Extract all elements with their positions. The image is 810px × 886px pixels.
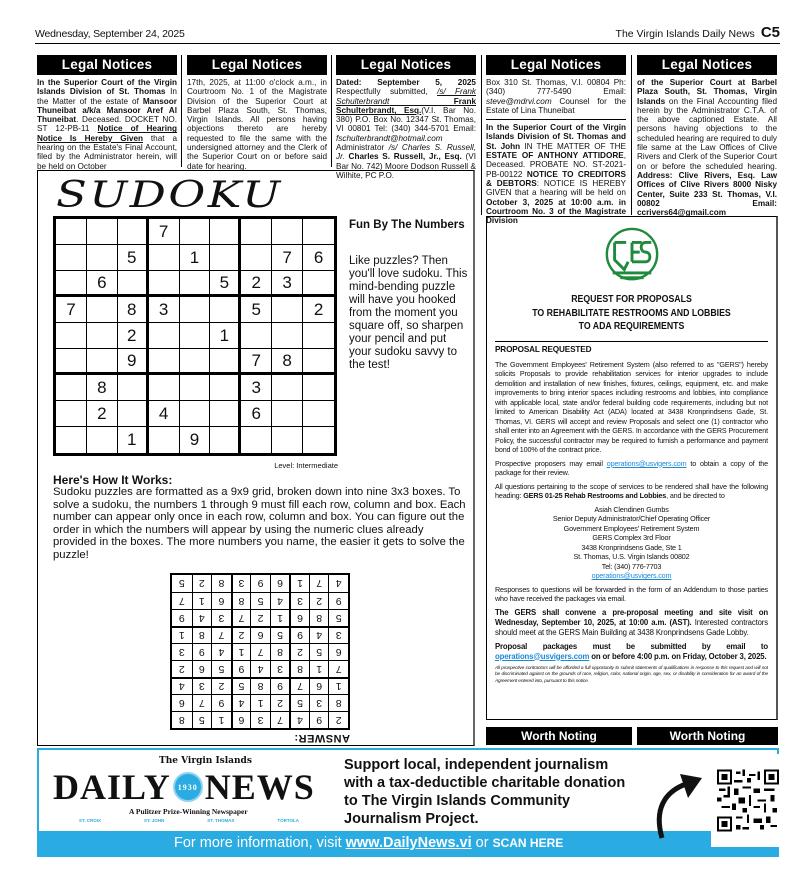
answer-cell: 4 <box>192 609 212 626</box>
signature: /s/ Frank Schulterbrandt <box>336 87 476 106</box>
sudoku-cell[interactable] <box>149 271 180 297</box>
sudoku-cell[interactable] <box>56 401 87 427</box>
notice-body: IN THE MATTER OF THE <box>520 141 626 151</box>
text: All questions pertaining to the scope of services to be rendered shall have the following heading: <box>495 481 768 500</box>
sudoku-cell[interactable] <box>303 323 334 349</box>
sudoku-cell[interactable] <box>272 427 303 453</box>
daily-news-logo <box>53 766 315 808</box>
sudoku-cell[interactable] <box>180 401 211 427</box>
sudoku-cell[interactable] <box>210 401 241 427</box>
sudoku-cell[interactable] <box>241 245 272 271</box>
sudoku-cell: 2 <box>87 401 118 427</box>
sudoku-cell[interactable] <box>149 427 180 453</box>
answer-cell: 6 <box>192 660 212 677</box>
logo-word: DAILY <box>53 767 171 807</box>
legal-notices-heading: Legal Notices <box>37 55 177 75</box>
how-it-works-title: Here's How It Works: <box>53 473 173 487</box>
answer-cell: 1 <box>192 592 212 609</box>
notice-body: . Deceased. DOCKET NO. ST 12-PB-11 <box>37 115 177 134</box>
sudoku-cell[interactable] <box>210 297 241 323</box>
answer-cell: 7 <box>328 660 348 677</box>
answer-cell: 7 <box>211 626 231 643</box>
sudoku-cell[interactable] <box>149 323 180 349</box>
place: ST. JOHN <box>143 818 165 823</box>
fine-print: All prospective contractors will be afforded a full opportunity to submit statements of qualifications in response to this request and will not be discriminated against on the grounds of race, religion, color, national origin, age, sex, or disability in consideration for an award of the Agreement entered into, pursuant to this notice. <box>495 665 768 684</box>
answer-cell: 2 <box>192 575 212 592</box>
sudoku-cell[interactable] <box>87 219 118 245</box>
sudoku-answer-grid <box>170 573 350 730</box>
sudoku-cell[interactable] <box>180 375 211 401</box>
answer-cell: 9 <box>328 592 348 609</box>
answer-cell: 3 <box>289 592 309 609</box>
answer-cell: 6 <box>328 643 348 660</box>
legal-notice-column-5 <box>637 55 777 217</box>
sudoku-cell[interactable] <box>210 219 241 245</box>
sudoku-cell[interactable] <box>241 427 272 453</box>
answer-label: ANSWER: <box>293 732 350 744</box>
section-heading: PROPOSAL REQUESTED <box>495 345 592 354</box>
answer-cell: 3 <box>328 626 348 643</box>
fun-text: Like puzzles? Then you'll love sudoku. This mind-bending puzzle will have you hooked from the moment you square off, so sharpen your pencil and put your sudoku savvy to the test! <box>349 255 468 371</box>
sudoku-cell[interactable] <box>149 349 180 375</box>
answer-cell: 8 <box>192 626 212 643</box>
text: , and be directed to <box>666 491 725 500</box>
rfp-title <box>509 293 755 334</box>
attorney-name: Frank Schulterbrandt, Esq. <box>336 96 476 115</box>
answer-cell: 2 <box>250 609 270 626</box>
sudoku-cell[interactable] <box>210 375 241 401</box>
estate-name: ESTATE OF ANTHONY ATTIDORE <box>486 151 624 161</box>
answer-cell: 9 <box>211 694 231 711</box>
sudoku-cell: 1 <box>210 323 241 349</box>
sudoku-cell[interactable] <box>56 245 87 271</box>
notice-body: Counsel for the Estate of Lina Thuneibat <box>486 96 626 115</box>
legal-notice-column-3 <box>336 55 476 180</box>
answer-cell: 4 <box>250 660 270 677</box>
answer-cell: 6 <box>250 626 270 643</box>
meeting-details: The GERS shall convene a pre-proposal meeting and site visit on Wednesday, September 10, 2025, at 10:00 a.m. (AST). <box>495 607 768 627</box>
contact-line: Asiah Clendinen Gumbs <box>594 504 669 514</box>
text: For more information, visit <box>174 835 346 851</box>
contact-block <box>495 505 768 581</box>
answer-cell: 8 <box>250 677 270 694</box>
sudoku-cell[interactable] <box>149 245 180 271</box>
rfp-paragraph <box>495 642 768 662</box>
sudoku-cell[interactable] <box>303 219 334 245</box>
email-link[interactable]: steve@mdrvi.com <box>486 96 552 106</box>
sudoku-cell[interactable] <box>272 297 303 323</box>
issue-date: Wednesday, September 24, 2025 <box>35 28 185 40</box>
answer-cell: 3 <box>211 609 231 626</box>
answer-cell: 5 <box>231 677 251 694</box>
curved-arrow-icon <box>644 770 704 840</box>
legal-notices-heading: Legal Notices <box>486 55 626 75</box>
notice-text <box>637 78 777 217</box>
contact-line: Government Employees' Retirement System <box>563 523 700 533</box>
sudoku-cell[interactable] <box>56 323 87 349</box>
answer-cell: 1 <box>231 643 251 660</box>
answer-cell: 2 <box>211 677 231 694</box>
answer-cell: 2 <box>231 626 251 643</box>
notice-text <box>486 78 626 225</box>
answer-cell: 5 <box>289 694 309 711</box>
sudoku-cell: 1 <box>118 427 149 453</box>
sudoku-cell[interactable] <box>241 219 272 245</box>
notice-text <box>336 78 476 180</box>
rfp-advertisement <box>486 216 778 720</box>
text: Interested contractors should meet at the GERS Main Building at 3438 Kronprindsens Gade Lobby. <box>495 617 769 637</box>
answer-cell: 1 <box>250 694 270 711</box>
sudoku-cell[interactable] <box>272 375 303 401</box>
notice-body: Respectfully submitted, <box>336 87 438 97</box>
sudoku-cell: 4 <box>149 401 180 427</box>
sudoku-cell[interactable] <box>210 349 241 375</box>
sudoku-cell[interactable] <box>210 245 241 271</box>
answer-cell: 8 <box>211 575 231 592</box>
estate-name: Mansoor Thuneibat a/k/a Mansoor Aref Al Thuneibat <box>37 96 177 125</box>
answer-cell: 9 <box>309 711 329 728</box>
court-name: of the Superior Court at Barbel Plaza South, St. Thomas, Virgin Islands <box>637 78 777 106</box>
notice-body: In the Matter of the estate of <box>37 87 177 106</box>
sudoku-cell[interactable] <box>56 271 87 297</box>
sudoku-cell[interactable] <box>180 323 211 349</box>
answer-cell: 4 <box>289 711 309 728</box>
deadline: on or before 4:00 p.m. on Friday, October 3, 2025. <box>589 651 767 661</box>
notice-body: on the Final Accounting filed herein by the Administrator C.T.A. of the above captioned Estate. All persons having objections to the scheduled hearing are required to duly file same at the Law Offices of Clive Rivers and Clerk of the Superior Court on or before the scheduled hearing. <box>637 96 777 171</box>
sudoku-cell: 5 <box>241 297 272 323</box>
text: Proposal packages must be submitted by email to <box>495 641 768 651</box>
email-link[interactable]: operations@usvigers.com <box>495 651 590 661</box>
contact-line: Tel: (340) 776-7703 <box>601 561 662 571</box>
sudoku-cell: 3 <box>272 271 303 297</box>
sudoku-cell: 1 <box>180 245 211 271</box>
email-link[interactable]: operations@usvigers.com <box>591 571 672 580</box>
answer-cell: 9 <box>270 677 290 694</box>
attorney-address: Address: Clive Rivers, Esq. Law Offices of Clive Rivers 8000 Nisky Center, Suite 233 St. Thomas, V.I. 00802 Email: ccrivers64@gmail.com <box>637 170 777 218</box>
sudoku-cell: 5 <box>210 271 241 297</box>
sudoku-cell[interactable] <box>180 297 211 323</box>
sudoku-cell: 8 <box>118 297 149 323</box>
sudoku-cell: 6 <box>87 271 118 297</box>
sudoku-cell[interactable] <box>303 427 334 453</box>
sudoku-cell: 6 <box>241 401 272 427</box>
answer-cell: 6 <box>289 609 309 626</box>
answer-cell: 9 <box>231 660 251 677</box>
answer-cell: 4 <box>231 694 251 711</box>
logo-word: NEWS <box>204 767 315 807</box>
tagline: A Pulitzer Prize-Winning Newspaper <box>129 807 248 816</box>
sudoku-cell: 9 <box>180 427 211 453</box>
qr-code-icon[interactable] <box>711 754 785 847</box>
sudoku-cell[interactable] <box>118 271 149 297</box>
column-divider <box>181 55 182 167</box>
answer-cell: 1 <box>309 660 329 677</box>
sudoku-cell: 2 <box>241 271 272 297</box>
answer-cell: 5 <box>309 643 329 660</box>
answer-cell: 3 <box>172 643 192 660</box>
sudoku-cell[interactable] <box>303 401 334 427</box>
website-link[interactable]: www.DailyNews.vi <box>345 835 472 851</box>
sudoku-cell: 9 <box>118 349 149 375</box>
sudoku-cell[interactable] <box>303 375 334 401</box>
answer-cell: 3 <box>231 575 251 592</box>
answer-cell: 8 <box>270 643 290 660</box>
answer-cell: 7 <box>250 643 270 660</box>
text: to obtain a copy of the package for their review. <box>495 458 768 477</box>
notice-body: : NOTICE IS HEREBY GIVEN that a hearing will be held on <box>486 178 627 198</box>
answer-cell: 3 <box>250 711 270 728</box>
gers-logo-icon <box>603 227 661 285</box>
ad-headline: Support local, independent journalism with a tax-deductible charitable donation to The Virgin Islands Community Journalism Project. <box>344 757 626 827</box>
answer-cell: 5 <box>211 660 231 677</box>
column-divider <box>481 55 482 215</box>
contact-line: 3438 Kronprindsens Gade, Ste 1 <box>581 542 682 552</box>
court-name: In the Superior Court of the Virgin Islands Division of St. Thomas <box>37 78 177 97</box>
notice-title: NOTICE TO CREDITORS & DEBTORS <box>486 169 626 188</box>
answer-cell: 2 <box>289 643 309 660</box>
sudoku-cell[interactable] <box>87 245 118 271</box>
notice-body: that a hearing on the Estate's Final Account, filed by the Administrator herein, will be held on October <box>37 133 177 171</box>
sudoku-cell[interactable] <box>149 375 180 401</box>
answer-cell: 3 <box>309 694 329 711</box>
sudoku-cell[interactable] <box>56 349 87 375</box>
answer-cell: 4 <box>328 575 348 592</box>
sudoku-section <box>37 170 475 746</box>
answer-cell: 9 <box>172 609 192 626</box>
rfp-paragraph <box>495 608 768 638</box>
answer-cell: 5 <box>270 626 290 643</box>
signature: /s/ Charles S. Russell, Jr. <box>336 143 476 162</box>
sudoku-cell: 7 <box>241 349 272 375</box>
rfp-title-line: TO REHABILITATE RESTROOMS AND LOBBIES <box>532 307 731 319</box>
sudoku-cell: 7 <box>272 245 303 271</box>
sudoku-cell[interactable] <box>180 271 211 297</box>
sudoku-cell[interactable] <box>272 323 303 349</box>
sudoku-cell[interactable] <box>87 427 118 453</box>
publication-name: The Virgin Islands Daily News <box>615 28 755 40</box>
sudoku-cell[interactable] <box>241 323 272 349</box>
answer-cell: 7 <box>192 694 212 711</box>
sudoku-cell: 8 <box>272 349 303 375</box>
answer-cell: 7 <box>270 711 290 728</box>
sudoku-cell[interactable] <box>56 427 87 453</box>
answer-cell: 6 <box>309 677 329 694</box>
seal-icon: 1930 <box>173 772 203 802</box>
divider <box>495 341 768 342</box>
sudoku-cell: 2 <box>303 297 334 323</box>
text: or <box>471 835 493 851</box>
page-number: C5 <box>760 24 780 41</box>
attorney-name: Charles S. Russell, Jr., Esq. <box>344 152 462 162</box>
rfp-title-line: REQUEST FOR PROPOSALS <box>571 294 692 305</box>
sudoku-cell[interactable] <box>272 219 303 245</box>
legal-notice-column-4 <box>486 55 626 225</box>
answer-cell: 2 <box>309 592 329 609</box>
sudoku-cell[interactable] <box>210 427 241 453</box>
sudoku-cell[interactable] <box>87 297 118 323</box>
notice-body: (VI Bar No. 742) Moore Dodson Russell & Wilhite, PC P.O. <box>336 152 476 180</box>
answer-cell: 4 <box>211 643 231 660</box>
sudoku-cell[interactable] <box>118 401 149 427</box>
notice-body: (V.I. Bar No. 380) P.O. Box No. 12347 St. Thomas, VI 00801 Tel: (340) 344-5701 Email: <box>336 105 476 134</box>
worth-noting-heading: Worth Noting <box>637 727 778 745</box>
sudoku-puzzle-grid <box>53 216 337 456</box>
logo-subtitle: The Virgin Islands <box>159 756 252 766</box>
donation-advertisement <box>37 748 779 857</box>
contact-line: St. Thomas, U.S. Virgin Islands 00802 <box>573 552 690 561</box>
answer-cell: 8 <box>289 660 309 677</box>
sudoku-cell[interactable] <box>87 349 118 375</box>
court-name: In the Superior Court of the Virgin Islands Division of St. Thomas and St. John <box>486 123 626 151</box>
sudoku-cell[interactable] <box>272 401 303 427</box>
legal-notices-heading: Legal Notices <box>187 55 327 75</box>
sudoku-cell: 6 <box>303 245 334 271</box>
place: ST. CROIX <box>79 818 102 823</box>
place: TORTOLA <box>277 818 299 823</box>
answer-cell: 7 <box>172 592 192 609</box>
answer-cell: 3 <box>192 677 212 694</box>
text: Prospective proposers may email <box>495 458 607 468</box>
answer-cell: 8 <box>309 609 329 626</box>
answer-cell: 4 <box>309 626 329 643</box>
sudoku-cell[interactable] <box>180 349 211 375</box>
answer-cell: 9 <box>250 575 270 592</box>
legal-notices-heading: Legal Notices <box>637 55 777 75</box>
answer-cell: 8 <box>231 592 251 609</box>
answer-cell: 5 <box>192 711 212 728</box>
answer-cell: 6 <box>270 575 290 592</box>
answer-cell: 1 <box>211 711 231 728</box>
answer-cell: 1 <box>328 677 348 694</box>
fun-title: Fun By The Numbers <box>349 219 465 231</box>
rfp-body <box>495 345 768 689</box>
answer-cell: 6 <box>211 592 231 609</box>
subject-heading: GERS 01-25 Rehab Restrooms and Lobbies <box>523 491 667 500</box>
column-divider <box>631 55 632 215</box>
answer-cell: 5 <box>250 592 270 609</box>
answer-cell: 1 <box>270 609 290 626</box>
email-link[interactable]: operations@usvigers.com <box>606 458 687 468</box>
answer-cell: 5 <box>178 577 185 590</box>
legal-notice-column-2 <box>187 55 327 171</box>
rfp-title-line: TO ADA REQUIREMENTS <box>578 321 685 332</box>
difficulty-level: Level: Intermediate <box>274 461 338 470</box>
sudoku-cell[interactable] <box>303 271 334 297</box>
answer-cell: 4 <box>172 677 192 694</box>
answer-cell: 2 <box>328 711 348 728</box>
answer-cell: 2 <box>270 694 290 711</box>
rfp-paragraph <box>495 459 768 478</box>
sudoku-cell[interactable] <box>56 219 87 245</box>
notice-text: 17th, 2025, at 11:00 o'clock a.m., in Courtroom No. 1 of the Magistrate Division of the Superior Court at Barbel Plaza South, St. Thomas, Virgin Islands. All persons having objections thereto are hereby requested to file the same with the undersigned attorney and the Clerk of the Superior Court on or before said date for hearing. <box>187 78 327 171</box>
sudoku-cell: 5 <box>118 245 149 271</box>
rfp-paragraph <box>495 482 768 501</box>
notice-text <box>37 78 177 171</box>
answer-cell: 2 <box>172 660 192 677</box>
contact-line: GERS Complex 3rd Floor <box>592 533 671 542</box>
notice-separator <box>486 119 626 120</box>
sudoku-cell[interactable] <box>303 349 334 375</box>
email-link[interactable]: fschulterbrandt@hotmail.com <box>336 133 443 143</box>
hearing-date: October 3, 2025 at 10:00 a.m. in Courtroom No. 3 of the Magistrate Division <box>486 197 626 226</box>
legal-notices-heading: Legal Notices <box>336 55 476 75</box>
notice-body: , Deceased. PROBATE NO. ST-2021-PB-00122 <box>486 151 626 179</box>
legal-notice-column-1 <box>37 55 177 171</box>
sudoku-cell[interactable] <box>56 375 87 401</box>
answer-cell: 7 <box>231 609 251 626</box>
answer-cell: 7 <box>289 677 309 694</box>
answer-cell: 4 <box>270 592 290 609</box>
sudoku-cell: 7 <box>149 219 180 245</box>
notice-date: Dated: September 5, 2025 <box>336 78 476 87</box>
how-it-works-text: Sudoku puzzles are formatted as a 9x9 grid, broken down into nine 3x3 boxes. To solve a sudoku, the numbers 1 through 9 must fill each row, column and box. Each number can appear only once in each row, column and box. You can figure out the order in which the numbers will appear by using the numeric clues already provided in the boxes. The more numbers you name, the easier it gets to solve the puzzle! <box>53 486 466 561</box>
answer-cell: 9 <box>192 643 212 660</box>
sudoku-cell: 3 <box>241 375 272 401</box>
worth-noting-heading: Worth Noting <box>486 727 632 745</box>
notice-body: Administrator <box>336 143 389 153</box>
sudoku-cell[interactable] <box>118 375 149 401</box>
sudoku-title: SUDOKU <box>56 175 283 216</box>
scan-label: SCAN HERE <box>492 836 564 850</box>
sudoku-cell: 2 <box>118 323 149 349</box>
rfp-paragraph: Responses to questions will be forwarded in the form of an Addendum to those parties who have received the packages via email. <box>495 584 768 603</box>
column-divider <box>331 55 332 167</box>
answer-cell: 8 <box>328 694 348 711</box>
notice-body: Box 310 St. Thomas, V.I. 00804 Ph: (340) 777-5490 Email: <box>486 78 626 97</box>
answer-cell: 8 <box>172 711 192 728</box>
sudoku-cell: 7 <box>56 297 87 323</box>
answer-cell: 1 <box>289 575 309 592</box>
answer-cell: 9 <box>289 626 309 643</box>
sudoku-answer <box>166 566 354 746</box>
contact-line: Senior Deputy Administrator/Chief Operating Officer <box>552 514 711 523</box>
sudoku-cell: 3 <box>149 297 180 323</box>
rfp-paragraph: The Government Employees' Retirement System (also referred to as "GERS") hereby solicits Proposals to provide rehabilitation services for interior upgrades to include demolition and installation of new finishes, fixtures, ceilings, equipment, etc. and make improvements to bring interior spaces including restrooms and lobbies, into compliance with applicable local, state and/or federal building code requirements, including but not limited to American Disability Act (ADA) located at 3438 Kronprindsens Gade, St. Thomas, VI. GERS will accept and review Proposals and select one (1) contractor who shall enter into an Agreement with the GERS. In accordance with the GERS Procurement Policy, the successful contractor may be required to furnish a performance and payment bond of 100% of the contract price. <box>495 359 768 454</box>
sudoku-cell[interactable] <box>180 219 211 245</box>
notice-title: Notice of Hearing Notice Is Hereby Given <box>37 124 177 143</box>
sudoku-cell[interactable] <box>87 323 118 349</box>
answer-cell: 6 <box>172 694 192 711</box>
sudoku-cell[interactable] <box>118 219 149 245</box>
place: ST. THOMAS <box>207 818 235 823</box>
answer-cell: 6 <box>231 711 251 728</box>
places-list <box>79 818 299 823</box>
answer-cell: 7 <box>309 575 329 592</box>
answer-cell: 5 <box>328 609 348 626</box>
sudoku-cell: 8 <box>87 375 118 401</box>
answer-cell: 3 <box>270 660 290 677</box>
answer-cell: 1 <box>172 626 192 643</box>
page-header <box>35 24 780 44</box>
